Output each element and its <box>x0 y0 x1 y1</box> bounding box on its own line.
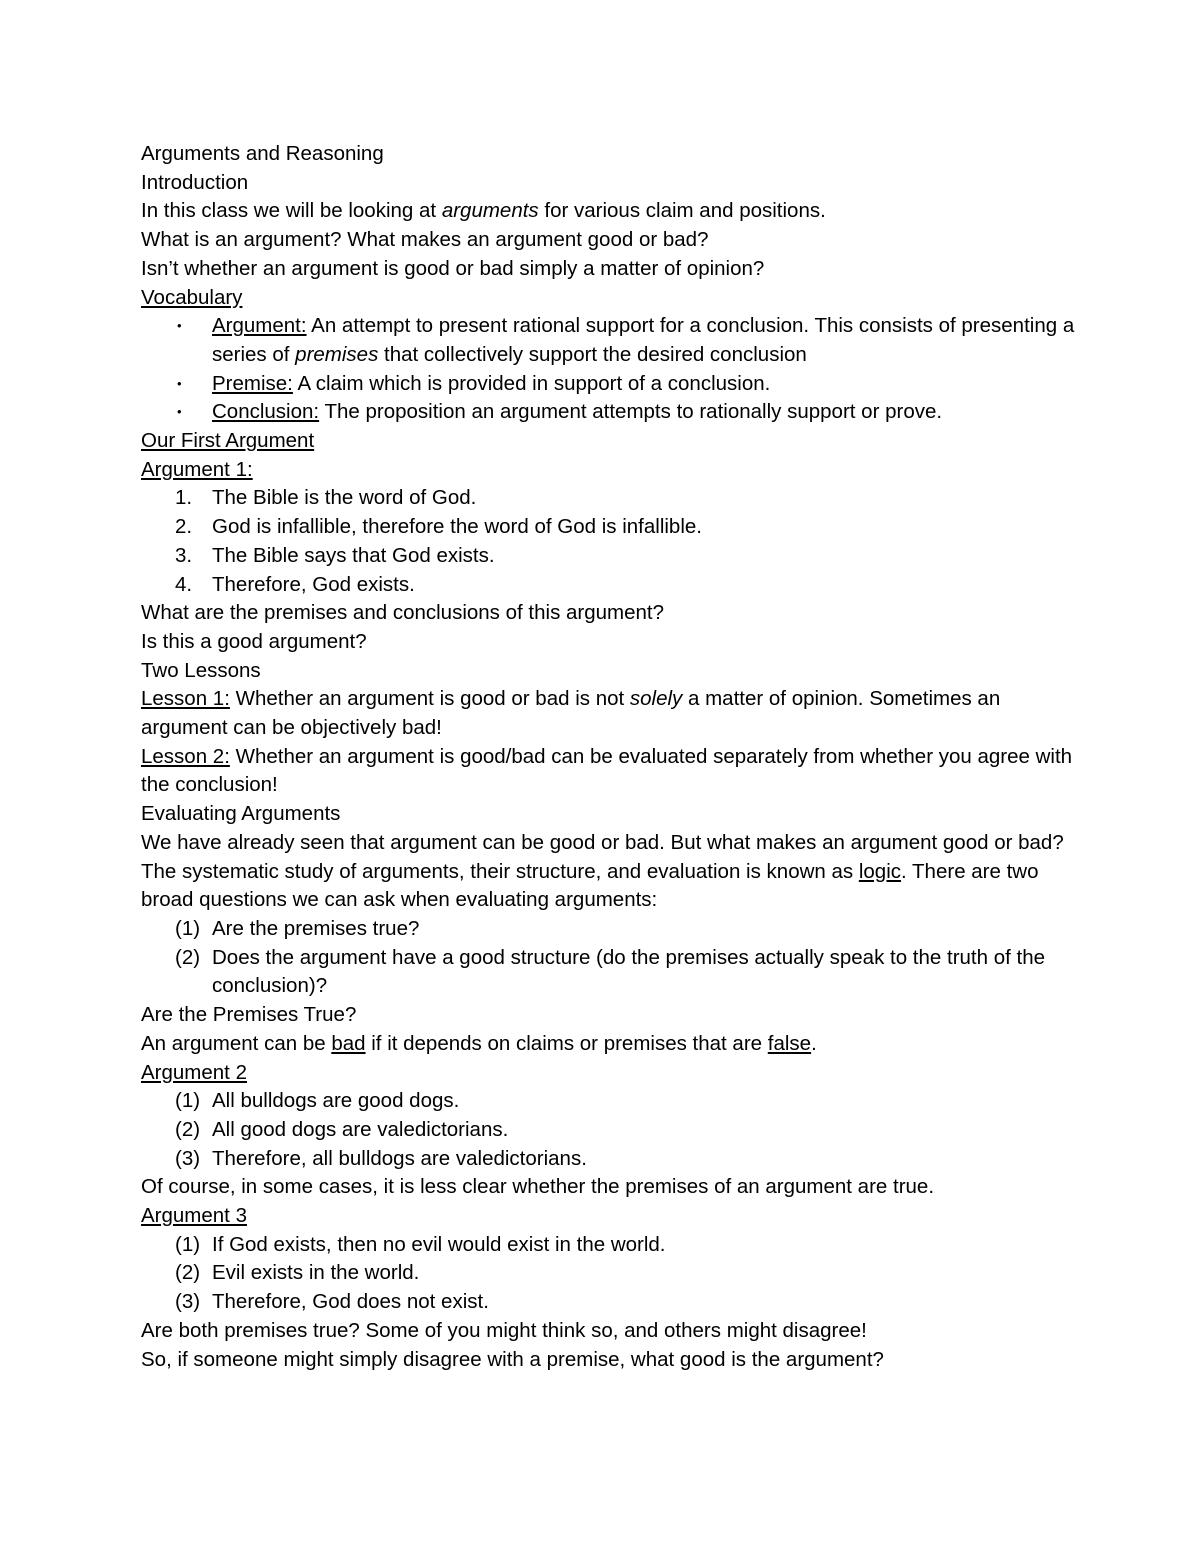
vocab-item-premise <box>141 370 1081 399</box>
list-text: Does the argument have a good structure (do the premises actually speak to the truth of the conclusion)? <box>212 945 1046 998</box>
list-item <box>141 1116 1081 1145</box>
argument-1-list <box>141 484 1081 599</box>
evaluating-paragraph-1: We have already seen that argument can be good or bad. But what makes an argument good or bad? <box>141 830 1064 854</box>
list-item <box>141 944 1081 1001</box>
vocab-term: Premise: <box>212 371 293 395</box>
text-run: for various claim and positions. <box>538 199 826 223</box>
lesson-label: Lesson 2: <box>141 744 230 768</box>
list-number: (3) <box>175 1290 201 1314</box>
bullet-icon: • <box>177 375 182 391</box>
list-item <box>141 1231 1081 1260</box>
list-number: (1) <box>175 1089 201 1113</box>
list-number: (3) <box>175 1146 201 1170</box>
evaluating-paragraph-2 <box>141 858 1081 915</box>
list-item <box>141 484 1081 513</box>
underlined-false: false <box>767 1031 812 1055</box>
list-number: 4. <box>175 572 193 596</box>
list-text: Therefore, all bulldogs are valedictorians. <box>212 1146 587 1170</box>
list-text: Evil exists in the world. <box>212 1261 420 1285</box>
bullet-icon: • <box>177 318 182 334</box>
section-heading-first-argument: Our First Argument <box>141 429 315 453</box>
underlined-logic: logic <box>858 859 902 883</box>
vocab-definition: An attempt to present rational support for a conclusion. This consists of presenting a series of <box>212 314 1075 366</box>
list-item <box>141 1145 1081 1174</box>
list-text: If God exists, then no evil would exist in the world. <box>212 1232 666 1256</box>
vocab-definition: A claim which is provided in support of a conclusion. <box>292 371 771 395</box>
text-run: Whether an argument is good/bad can be evaluated separately from whether you agree with the conclusion! <box>141 744 1073 797</box>
text-run: . <box>811 1031 817 1055</box>
list-text: The Bible is the word of God. <box>212 486 477 510</box>
section-heading-vocabulary: Vocabulary <box>141 285 243 309</box>
section-heading-evaluating: Evaluating Arguments <box>141 802 341 826</box>
list-text: The Bible says that God exists. <box>212 543 495 567</box>
lesson-2-paragraph <box>141 743 1081 800</box>
vocab-definition: that collectively support the desired conclusion <box>378 342 807 366</box>
premises-paragraph <box>141 1030 1081 1059</box>
lesson-label: Lesson 1: <box>141 687 230 711</box>
list-item <box>141 542 1081 571</box>
emphasis-premises: premises <box>295 342 379 366</box>
list-number: (2) <box>175 1261 201 1285</box>
final-paragraph-1: Are both premises true? Some of you might think so, and others might disagree! <box>141 1318 867 1342</box>
course-paragraph: Of course, in some cases, it is less clear whether the premises of an argument are true. <box>141 1175 935 1199</box>
list-number: (2) <box>175 1117 201 1141</box>
list-text: God is infallible, therefore the word of God is infallible. <box>212 515 702 539</box>
list-number: 2. <box>175 515 193 539</box>
text-run: . There are two broad questions we can ask when evaluating arguments: <box>141 859 1039 912</box>
question-premises: What are the premises and conclusions of this argument? <box>141 601 665 625</box>
list-text: All bulldogs are good dogs. <box>212 1089 460 1113</box>
vocab-term: Argument: <box>212 314 307 338</box>
argument-3-label: Argument 3 <box>141 1204 247 1228</box>
list-text: Therefore, God exists. <box>212 572 415 596</box>
list-text: Therefore, God does not exist. <box>212 1290 489 1314</box>
argument-3-list <box>141 1231 1081 1317</box>
list-item <box>141 1087 1081 1116</box>
list-number: (2) <box>175 945 201 969</box>
text-run: The systematic study of arguments, their structure, and evaluation is known as <box>141 859 859 883</box>
argument-2-list <box>141 1087 1081 1173</box>
text-run: An argument can be <box>141 1031 332 1055</box>
document-page <box>141 140 1081 1374</box>
lesson-1-paragraph <box>141 685 1081 742</box>
underlined-bad: bad <box>331 1031 366 1055</box>
question-good-argument: Is this a good argument? <box>141 629 367 653</box>
vocab-item-conclusion <box>141 398 1081 427</box>
argument-2-label: Argument 2 <box>141 1060 247 1084</box>
text-run: In this class we will be looking at <box>141 199 442 223</box>
list-item <box>141 571 1081 600</box>
text-run: if it depends on claims or premises that are <box>365 1031 768 1055</box>
section-heading-introduction: Introduction <box>141 170 249 194</box>
vocab-item-argument <box>141 312 1081 369</box>
vocab-term: Conclusion: <box>212 400 320 424</box>
intro-paragraph-2: What is an argument? What makes an argument good or bad? <box>141 228 709 252</box>
list-number: (1) <box>175 916 201 940</box>
list-item <box>141 1259 1081 1288</box>
list-number: 3. <box>175 543 193 567</box>
intro-paragraph-1 <box>141 197 1081 226</box>
list-number: 1. <box>175 486 193 510</box>
document-title: Arguments and Reasoning <box>141 142 384 165</box>
vocabulary-list <box>141 312 1081 427</box>
section-heading-two-lessons: Two Lessons <box>141 658 261 682</box>
section-heading-premises-true: Are the Premises True? <box>141 1003 357 1027</box>
list-item <box>141 513 1081 542</box>
intro-paragraph-3: Isn’t whether an argument is good or bad simply a matter of opinion? <box>141 256 765 280</box>
list-item <box>141 915 1081 944</box>
list-text: Are the premises true? <box>212 916 420 940</box>
list-item <box>141 1288 1081 1317</box>
bullet-icon: • <box>177 404 182 420</box>
list-number: (1) <box>175 1232 201 1256</box>
emphasis-arguments: arguments <box>441 199 539 223</box>
vocab-definition: The proposition an argument attempts to rationally support or prove. <box>319 400 943 424</box>
final-paragraph-2: So, if someone might simply disagree with a premise, what good is the argument? <box>141 1347 884 1371</box>
emphasis-solely: solely <box>629 687 683 711</box>
text-run: a matter of opinion. Sometimes an argument can be objectively bad! <box>141 687 1001 740</box>
argument-1-label: Argument 1: <box>141 457 253 481</box>
evaluating-questions-list <box>141 915 1081 1001</box>
list-text: All good dogs are valedictorians. <box>212 1117 509 1141</box>
text-run: Whether an argument is good or bad is not <box>229 687 630 711</box>
